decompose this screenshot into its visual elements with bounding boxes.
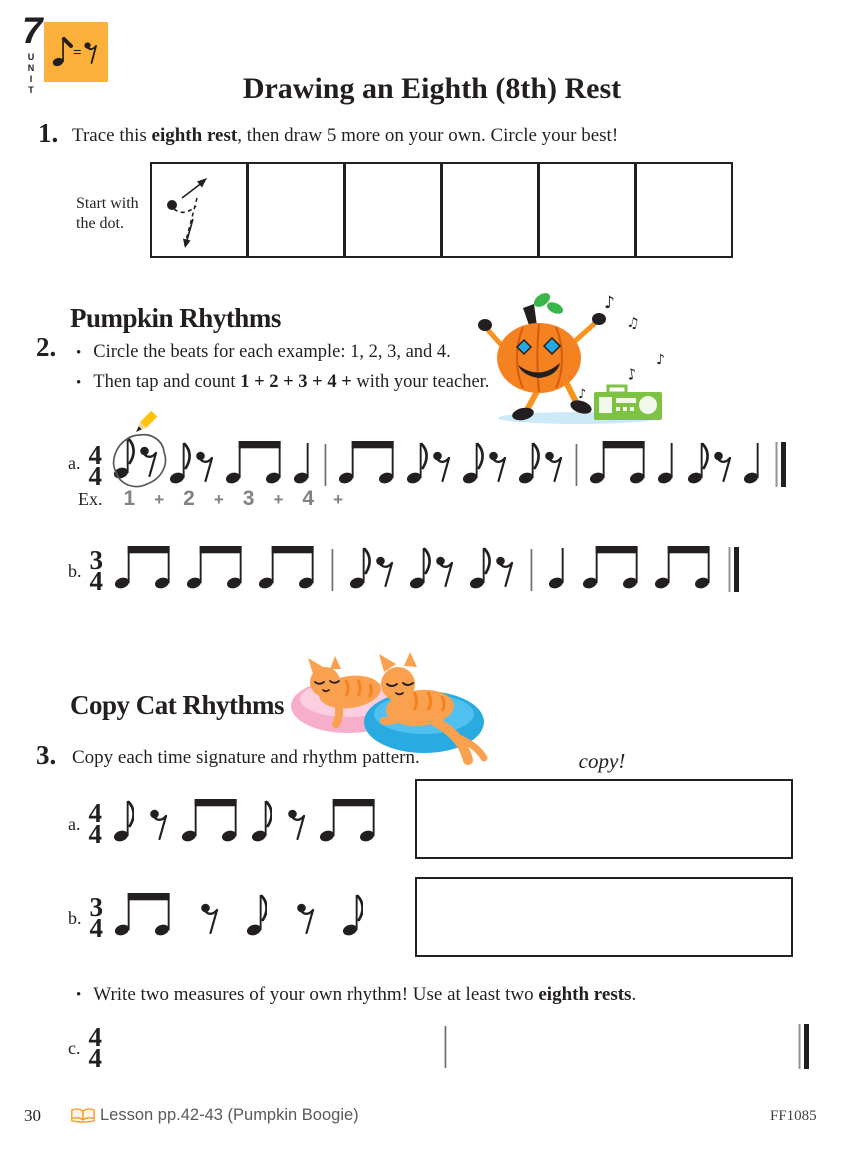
svg-text:=: = <box>73 45 82 61</box>
eighth-note-and-rest <box>350 537 394 595</box>
quarter-note <box>294 432 312 490</box>
eighth-note-and-rest <box>463 432 507 490</box>
line-a-label: a. <box>68 453 81 473</box>
svg-text:♪: ♪ <box>656 352 665 368</box>
rhythm-line-3b <box>68 884 363 942</box>
line-3a-label: a. <box>68 813 81 834</box>
beamed-eighth-pair <box>590 432 646 490</box>
unit-number: 7 <box>22 10 43 51</box>
eighth-note-and-rest <box>519 432 563 490</box>
circled-group <box>114 427 158 490</box>
eighth-rest <box>199 884 219 942</box>
barline <box>331 537 334 595</box>
beamed-eighth-pair <box>339 432 395 490</box>
beamed-eighth-pair <box>259 537 315 595</box>
count-1: 1 <box>123 487 136 510</box>
rhythm-line-c <box>68 1014 810 1072</box>
exercise-2-bullet-2: • Then tap and count 1 + 2 + 3 + 4 + with your teacher. <box>76 372 489 395</box>
beamed-eighth-pair <box>583 537 639 595</box>
time-signature-4-4: 4 4 <box>88 797 102 849</box>
rhythm-notes <box>114 790 376 848</box>
quarter-note <box>744 432 762 490</box>
barline <box>575 432 578 490</box>
copy-cat-rhythms-heading: Copy Cat Rhythms <box>70 690 285 720</box>
trace-box-blank[interactable] <box>440 164 537 256</box>
trace-box-blank[interactable] <box>537 164 634 256</box>
svg-text:♪: ♪ <box>604 293 615 313</box>
open-book-icon <box>70 1107 96 1124</box>
beamed-eighth-pair <box>115 537 171 595</box>
copy-box-b[interactable] <box>415 877 793 957</box>
copy-box-a[interactable] <box>415 779 793 859</box>
eighth-note-and-rest <box>688 432 732 490</box>
bullet-icon: • <box>76 987 82 1003</box>
rhythm-line-b <box>68 537 740 595</box>
count-4: 4 <box>302 487 315 510</box>
eighth-note <box>343 884 363 942</box>
publisher-code: FF1085 <box>770 1108 817 1124</box>
eighth-rest <box>286 790 306 848</box>
eighth-note-equals-eighth-rest-icon <box>51 32 101 72</box>
beamed-eighth-pair <box>115 884 171 942</box>
beamed-eighth-pair <box>187 537 243 595</box>
eighth-rest <box>295 884 315 942</box>
counting-example-line <box>78 487 343 511</box>
eighth-note <box>252 790 272 848</box>
count-plus: + <box>154 490 165 509</box>
eighth-note-and-rest <box>170 432 214 490</box>
time-signature-3-4: 3 4 <box>89 891 103 943</box>
count-plus: + <box>273 490 284 509</box>
final-barline <box>797 1014 810 1072</box>
eighth-note-and-rest <box>407 432 451 490</box>
trace-box-example[interactable] <box>152 164 246 256</box>
ex-label: Ex. <box>78 489 103 509</box>
lesson-reference: Lesson pp.42-43 (Pumpkin Boogie) <box>70 1106 359 1125</box>
eighth-rest-trace-guide-icon <box>152 164 246 256</box>
beamed-eighth-pair <box>320 790 376 848</box>
line-3b-label: b. <box>68 907 82 928</box>
exercise-3-number: 3. <box>36 740 57 770</box>
eighth-rest <box>148 790 168 848</box>
trace-boxes <box>150 162 733 258</box>
barline <box>444 1014 447 1072</box>
blank-measures[interactable] <box>114 1014 810 1072</box>
exercise-1-instruction: Trace this eighth rest, then draw 5 more on your own. Circle your best! <box>72 125 619 146</box>
time-signature-3-4: 3 4 <box>89 544 103 596</box>
final-barline <box>727 537 740 595</box>
exercise-2-bullet-1: • Circle the beats for each example: 1, 2, 3, and 4. <box>76 342 451 365</box>
start-with-dot-label: Start with the dot. <box>76 195 139 232</box>
unit-label: UNIT <box>26 52 36 96</box>
time-signature-4-4: 4 4 <box>88 439 102 491</box>
line-c-label: c. <box>68 1037 81 1058</box>
barline <box>324 432 327 490</box>
exercise-3-instruction: Copy each time signature and rhythm pattern. <box>72 747 420 768</box>
dancing-pumpkin-illustration <box>478 286 690 433</box>
count-plus: + <box>333 490 343 509</box>
time-signature-4-4: 4 4 <box>88 1021 102 1073</box>
bullet-icon: • <box>76 375 82 391</box>
rhythm-notes <box>115 884 363 942</box>
eighth-note <box>114 790 134 848</box>
beamed-eighth-pair <box>655 537 711 595</box>
quarter-note <box>549 537 567 595</box>
line-b-label: b. <box>68 560 82 581</box>
count-plus: + <box>213 490 224 509</box>
quarter-note <box>658 432 676 490</box>
count-2: 2 <box>183 487 195 510</box>
exercise-1-number: 1. <box>38 118 59 148</box>
write-own-bullet: • Write two measures of your own rhythm! Use at least two eighth rests. <box>76 984 637 1005</box>
trace-box-blank[interactable] <box>246 164 343 256</box>
barline <box>530 537 533 595</box>
exercise-2-number: 2. <box>36 332 57 362</box>
beamed-eighth-pair <box>226 432 282 490</box>
svg-text:♪: ♪ <box>625 364 639 384</box>
rhythm-notes <box>115 537 740 595</box>
trace-box-blank[interactable] <box>634 164 731 256</box>
page-title: Drawing an Eighth (8th) Rest <box>242 72 622 105</box>
page-number: 30 <box>24 1106 41 1125</box>
beamed-eighth-pair <box>182 790 238 848</box>
eighth-note-and-rest <box>410 537 454 595</box>
copy-label: copy! <box>578 749 626 773</box>
rhythm-line-3a <box>68 790 376 848</box>
rhythm-line-a <box>68 427 787 490</box>
final-barline <box>774 432 787 490</box>
bullet-icon: • <box>76 345 82 361</box>
pumpkin-rhythms-heading: Pumpkin Rhythms <box>70 303 281 333</box>
eighth-note-and-rest <box>470 537 514 595</box>
trace-box-blank[interactable] <box>343 164 440 256</box>
eighth-note <box>247 884 267 942</box>
rhythm-notes <box>114 427 787 490</box>
svg-text:♪: ♪ <box>578 387 587 402</box>
svg-text:♫: ♫ <box>625 314 641 333</box>
count-3: 3 <box>242 487 255 510</box>
